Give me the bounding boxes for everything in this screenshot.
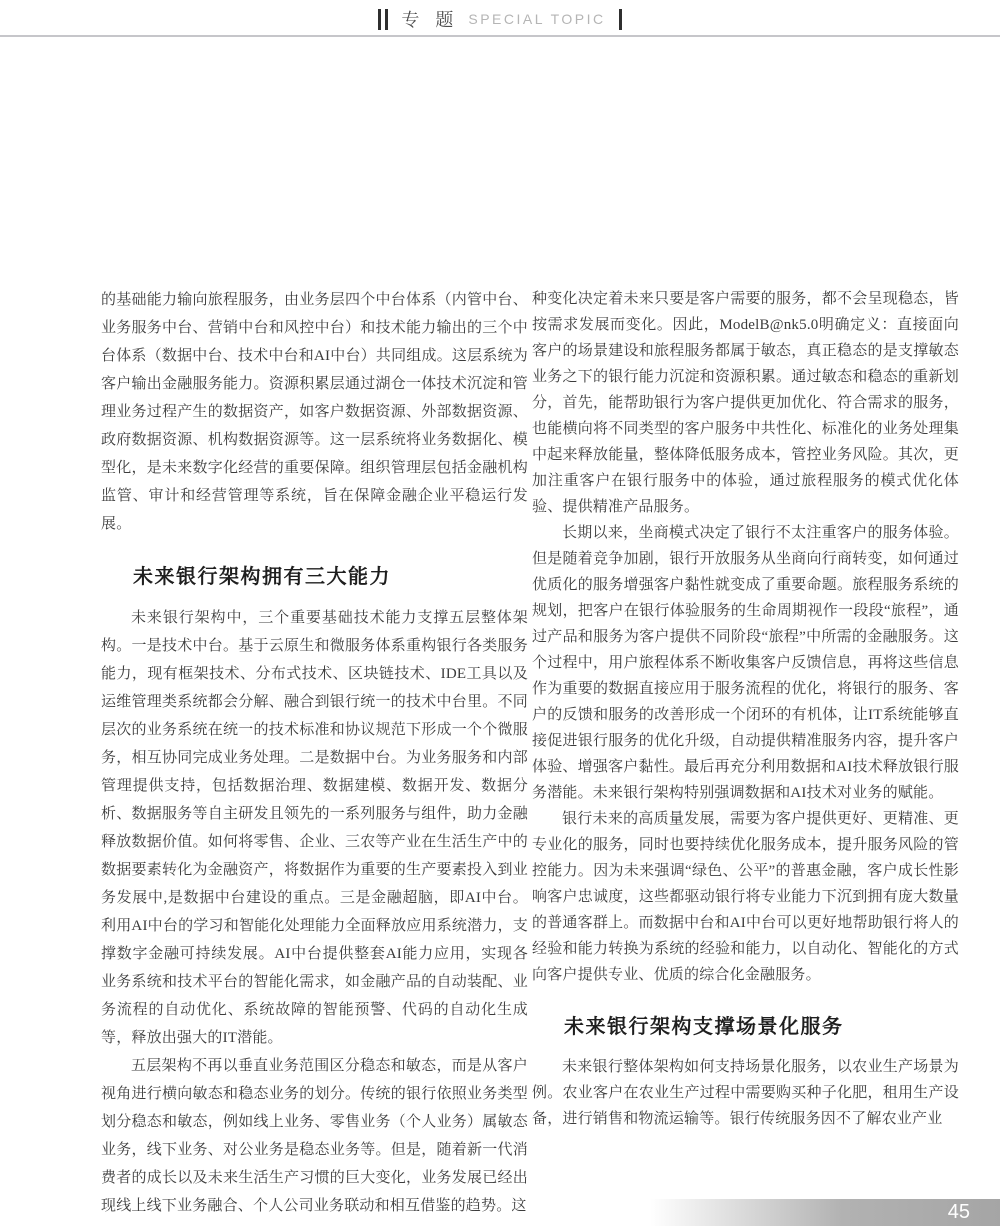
header-divider (0, 35, 1000, 37)
body-paragraph: 种变化决定着未来只要是客户需要的服务，都不会呈现稳态，皆按需求发展而变化。因此，ModelB@nk5.0明确定义：直接面向客户的场景建设和旅程服务都属于敏态，真正稳态的是支撑敏态业务之下的银行能力沉淀和资源积累。通过敏态和稳态的重新划分，首先，能帮助银行为客户提供更加优化、符合需求的服务，也能横向将不同类型的客户服务中共性化、标准化的业务处理集中起来释放能量，整体降低服务成本，管控业务风险。其次，更加注重客户在银行服务中的体验，通过旅程服务的模式优化体验、提供精准产品服务。 (532, 291, 959, 515)
body-paragraph: 长期以来，坐商模式决定了银行不太注重客户的服务体验。但是随着竞争加剧，银行开放服务从坐商向行商转变，如何通过优质化的服务增强客户黏性就变成了重要命题。旅程服务系统的规划，把客户在银行体验服务的生命周期视作一段段“旅程”，通过产品和服务为客户提供不同阶段“旅程”中所需的金融服务。这个过程中，用户旅程体系不断收集客户反馈信息，再将这些信息作为重要的数据直接应用于服务流程的优化，将银行的服务、客户的反馈和服务的改善形成一个闭环的有机体，让IT系统能够直接促进银行服务的优化升级，自动提供精准服务内容，提升客户体验、增强客户黏性。最后再充分利用数据和AI技术释放银行服务潜能。未来银行架构特别强调数据和AI技术对业务的赋能。 (532, 525, 959, 801)
body-paragraph: 银行未来的高质量发展，需要为客户提供更好、更精准、更专业化的服务，同时也要持续优化服务成本，提升服务风险的管控能力。因为未来强调“绿色、公平”的普惠金融，客户成长性影响客户忠诚度，这些都驱动银行将专业能力下沉到拥有庞大数量的普通客群上。而数据中台和AI中台可以更好地帮助银行将人的经验和能力转换为系统的经验和能力，以自动化、智能化的方式向客户提供专业、优质的综合化金融服务。 (532, 811, 959, 983)
section-heading: 未来银行架构拥有三大能力 (133, 566, 391, 588)
double-bar-icon (378, 9, 388, 30)
page-number-bar (650, 1199, 1000, 1226)
body-paragraph: 的基础能力输向旅程服务，由业务层四个中台体系（内管中台、业务服务中台、营销中台和风控中台）和技术能力输出的三个中台体系（数据中台、技术中台和AI中台）共同组成。这层系统为客户输出金融服务能力。资源积累层通过湖仓一体技术沉淀和管理业务过程产生的数据资产，如客户数据资源、外部数据资源、政府数据资源、机构数据资源等。这一层系统将业务数据化、模型化，是未来数字化经营的重要保障。组织管理层包括金融机构监管、审计和经营管理等系统，旨在保障金融企业平稳运行发展。 (101, 292, 528, 532)
page-header (0, 5, 1000, 33)
single-bar-icon (619, 9, 622, 30)
topic-title-en: SPECIAL TOPIC (468, 11, 606, 27)
body-paragraph: 未来银行整体架构如何支持场景化服务，以农业生产场景为例。农业客户在农业生产过程中需要购买种子化肥，租用生产设备，进行销售和物流运输等。银行传统服务因不了解农业产业 (532, 1059, 959, 1127)
body-paragraph: 未来银行架构中，三个重要基础技术能力支撑五层整体架构。一是技术中台。基于云原生和微服务体系重构银行各类服务能力，现有框架技术、分布式技术、区块链技术、IDE工具以及运维管理类系统都会分解、融合到银行统一的技术中台里。不同层次的业务系统在统一的技术标准和协议规范下形成一个个微服务，相互协同完成业务处理。二是数据中台。为业务服务和内部管理提供支持，包括数据治理、数据建模、数据开发、数据分析、数据服务等自主研发且领先的一系列服务与组件，助力金融释放数据价值。如何将零售、企业、三农等产业在生活生产中的数据要素转化为金融资产，将数据作为重要的生产要素投入到业务发展中,是数据中台建设的重点。三是金融超脑，即AI中台。利用AI中台的学习和智能化处理能力全面释放应用系统潜力，支撑数字金融可持续发展。AI中台提供整套AI能力应用，实现各业务系统和技术平台的智能化需求，如金融产品的自动装配、业务流程的自动优化、系统故障的智能预警、代码的自动化生成等，释放出强大的IT潜能。 (101, 610, 528, 1046)
page-number: 45 (947, 1201, 970, 1223)
topic-title-cn: 专 题 (401, 10, 456, 30)
body-paragraph: 五层架构不再以垂直业务范围区分稳态和敏态，而是从客户视角进行横向敏态和稳态业务的划分。传统的银行依照业务类型划分稳态和敏态，例如线上业务、零售业务（个人业务）属敏态业务，线下业务、对公业务是稳态业务等。但是，随着新一代消费者的成长以及未来生活生产习惯的巨大变化，业务发展已经出现线上线下业务融合、个人公司业务联动和相互借鉴的趋势。这 (101, 1058, 528, 1214)
left-column (101, 286, 528, 1220)
right-column (532, 286, 959, 1132)
section-heading: 未来银行架构支撑场景化服务 (564, 1016, 844, 1038)
